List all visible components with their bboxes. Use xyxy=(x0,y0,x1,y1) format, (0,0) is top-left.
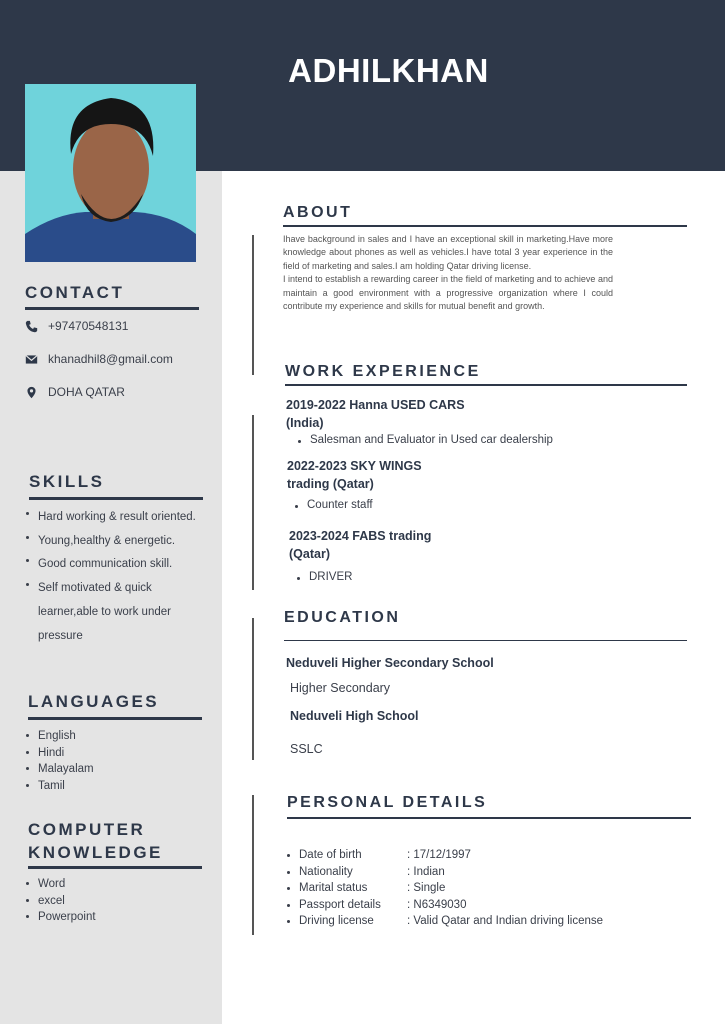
job-duties xyxy=(295,571,352,583)
detail-row xyxy=(285,897,603,914)
phone-icon xyxy=(25,320,38,333)
about-heading: ABOUT xyxy=(283,204,353,221)
detail-label: Date of birth xyxy=(285,847,407,864)
divider xyxy=(285,384,687,386)
email-icon xyxy=(25,353,38,366)
skill-item: Young,healthy & energetic. xyxy=(24,530,204,554)
divider xyxy=(29,497,203,500)
location-item xyxy=(25,385,125,399)
detail-row xyxy=(285,864,603,881)
detail-value: : Indian xyxy=(407,865,445,878)
detail-row xyxy=(285,880,603,897)
computer-item: Word xyxy=(24,876,96,893)
divider xyxy=(287,817,691,819)
languages-heading: LANGUAGES xyxy=(28,692,160,711)
divider xyxy=(28,717,202,720)
divider xyxy=(252,415,254,590)
school-name: Neduveli High School xyxy=(290,709,419,723)
job-heading: 2022-2023 SKY WINGS trading (Qatar) xyxy=(287,459,422,491)
job-heading: 2019-2022 Hanna USED CARS (India) xyxy=(286,398,465,430)
language-item: Hindi xyxy=(24,745,94,762)
profile-photo xyxy=(25,84,196,262)
email-item xyxy=(25,352,173,366)
detail-row xyxy=(285,847,603,864)
detail-value: : Valid Qatar and Indian driving license xyxy=(407,915,604,927)
divider xyxy=(28,866,202,869)
language-item: Malayalam xyxy=(24,761,94,778)
skill-item: Self motivated & quick learner,able to work under pressure xyxy=(24,577,204,648)
job-heading: 2023-2024 FABS trading (Qatar) xyxy=(289,529,432,561)
job-duty: Salesman and Evaluator in Used car dealership xyxy=(296,434,553,446)
detail-row xyxy=(285,913,603,930)
computer-item: Powerpoint xyxy=(24,909,96,926)
phone-number[interactable]: +97470548131 xyxy=(48,319,129,333)
computer-item: excel xyxy=(24,893,96,910)
education-level: SSLC xyxy=(290,742,323,756)
computer-list xyxy=(24,876,96,926)
divider xyxy=(252,235,254,375)
about-paragraph: I intend to establish a rewarding career in the field of marketing and to achieve and maintain a good environment with a progressive organization where I could contribute my experience and skills for mutual benefit and growth. xyxy=(283,274,613,312)
detail-label: Driving license xyxy=(285,913,407,930)
divider xyxy=(25,307,199,310)
location: DOHA QATAR xyxy=(48,385,125,399)
phone-item xyxy=(25,319,128,333)
education-heading: EDUCATION xyxy=(284,609,401,626)
detail-value: : 17/12/1997 xyxy=(407,849,471,861)
school-name: Neduveli Higher Secondary School xyxy=(286,656,494,670)
job-duty: DRIVER xyxy=(295,571,352,583)
job-duty: Counter staff xyxy=(293,499,373,511)
work-heading: WORK EXPERIENCE xyxy=(285,363,481,380)
about-text xyxy=(283,233,613,313)
computer-heading: COMPUTER KNOWLEDGE xyxy=(28,820,163,862)
languages-list xyxy=(24,728,94,794)
divider xyxy=(252,618,254,760)
detail-label: Nationality xyxy=(285,864,407,881)
detail-value: : Single xyxy=(407,882,446,894)
email-address[interactable]: khanadhil8@gmail.com xyxy=(48,352,173,366)
divider xyxy=(283,225,687,227)
detail-label: Passport details xyxy=(285,897,407,914)
skills-list xyxy=(24,506,204,648)
job-duties xyxy=(296,434,553,446)
language-item: Tamil xyxy=(24,778,94,795)
detail-label: Marital status xyxy=(285,880,407,897)
personal-heading: PERSONAL DETAILS xyxy=(287,794,488,811)
skills-heading: SKILLS xyxy=(29,472,105,491)
about-paragraph: Ihave background in sales and I have an exceptional skill in marketing.Have more knowledge about phones as well as vehicles.I have total 3 year experience in the field of marketing and sales.I am holding Qatar driving license. xyxy=(283,234,613,271)
divider xyxy=(284,640,687,641)
language-item: English xyxy=(24,728,94,745)
skill-item: Hard working & result oriented. xyxy=(24,506,204,530)
education-level: Higher Secondary xyxy=(290,681,391,695)
personal-details xyxy=(285,847,603,930)
contact-heading: CONTACT xyxy=(25,283,125,302)
divider xyxy=(252,795,254,935)
candidate-name: ADHILKHAN xyxy=(288,52,489,89)
job-duties xyxy=(293,499,373,511)
location-pin-icon xyxy=(25,386,38,399)
skill-item: Good communication skill. xyxy=(24,553,204,577)
detail-value: : N6349030 xyxy=(407,898,467,911)
